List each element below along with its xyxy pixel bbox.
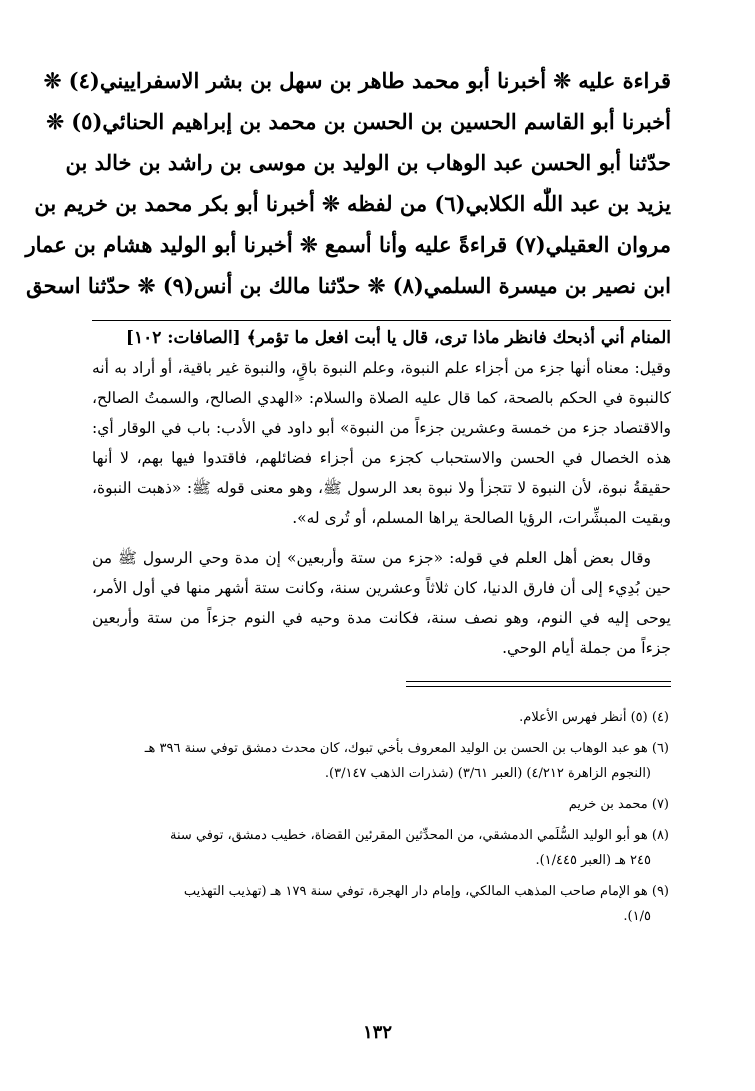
footnote-separator (406, 681, 671, 687)
footnote (92, 792, 669, 817)
chain-line: يزيد بن عبد اللّٰه الكلابي(٦) من لفظه ❊ أخبرنا أبو بكر محمد بن خريم بن (34, 191, 671, 216)
footnotes (92, 705, 671, 929)
quran-verse: المنام أني أذبحك فانظر ماذا ترى، قال يا أبت افعل ما تؤمر﴾ [الصافات: ١٠٢] (125, 328, 671, 348)
footnote (92, 879, 669, 929)
section-divider (92, 320, 671, 321)
footnote (92, 823, 669, 873)
footnote-text: (٧) محمد بن خريم (568, 797, 669, 812)
footnote-text: (٨) هو أبو الوليد السُّلَمي الدمشقي، من المحدِّثين المقرئين القضاة، خطيب دمشق، توفي سنة (170, 828, 669, 843)
footnote-text: (٩) هو الإمام صاحب المذهب المالكي، وإمام دار الهجرة، توفي سنة ١٧٩ هـ (تهذيب التهذيب (183, 884, 669, 899)
chain-line: قراءة عليه ❊ أخبرنا أبو محمد طاهر بن سهل بن بشر الاسفراييني(٤) ❊ (43, 68, 671, 93)
commentary-paragraph: وقيل: معناه أنها جزء من أجزاء علم النبوة، وعلم النبوة باقٍ، والنبوة غير باقية، أو أراد به أنه كالنبوة في الحكم بالصحة، كما قال عليه الصلاة والسلام: «الهدي الصالح، والسمتُ الصالح، والاقتصاد جزء من خمسة وعشرين جزءاً من النبوة» أبو داود في الأدب: باب في الوقار أي: هذه الخصال في الحسن والاستحباب كجزء من أجزاء فضائلهم، فاقتدوا فيها بهم، لا أنها حقيقةُ نبوة، لأن النبوة لا تتجزأ ولا نبوة بعد الرسول ﷺ، وهو معنى قوله ﷺ: «ذهبت النبوة، وبقيت المبشِّرات، الرؤيا الصالحة يراها المسلم، أو تُرى له». (92, 359, 671, 527)
footnote-text: (٤) (٥) أنظر فهرس الأعلام. (519, 710, 669, 725)
chain-line: مروان العقيلي(٧) قراءةً عليه وأنا أسمع ❊ أخبرنا أبو الوليد هشام بن عمار (25, 232, 671, 257)
footnote-continuation: (النجوم الزاهرة ٤/٢١٢) (العبر ٣/٦١) (شذرات الذهب ٣/١٤٧). (324, 766, 651, 781)
commentary-paragraph: وقال بعض أهل العلم في قوله: «جزء من ستة وأربعين» إن مدة وحي الرسول ﷺ من حين بُدِيء إلى أن فارق الدنيا، كان ثلاثاً وعشرين سنة، وكانت ستة أشهر منها في أول الأمر، يوحى إليه في النوم، وهو نصف سنة، فكانت مدة وحيه في النوم جزءاً من ستة وأربعين جزءاً من جملة أيام الوحي. (92, 549, 671, 657)
footnote-text: (٦) هو عبد الوهاب بن الحسن بن الوليد المعروف بأخي تبوك، كان محدث دمشق توفي سنة ٣٩٦ هـ (144, 741, 669, 756)
chain-line: حدّثنا أبو الحسن عبد الوهاب بن الوليد بن موسى بن راشد بن خالد بن (65, 150, 671, 175)
footnote (92, 736, 669, 786)
footnote-continuation: ٢٤٥ هـ (العبر ١/٤٤٥). (535, 853, 651, 868)
hadith-chain (25, 60, 671, 306)
chain-line: ابن نصير بن ميسرة السلمي(٨) ❊ حدّثنا مالك بن أنس(٩) ❊ حدّثنا اسحق (26, 273, 671, 298)
commentary (92, 323, 671, 663)
footnote-continuation: ١/٥). (623, 909, 651, 924)
chain-line: أخبرنا أبو القاسم الحسين بن الحسن بن محمد بن إبراهيم الحنائي(٥) ❊ (46, 109, 671, 134)
footnote (92, 705, 669, 730)
page-number: ١٣٢ (362, 1022, 392, 1043)
